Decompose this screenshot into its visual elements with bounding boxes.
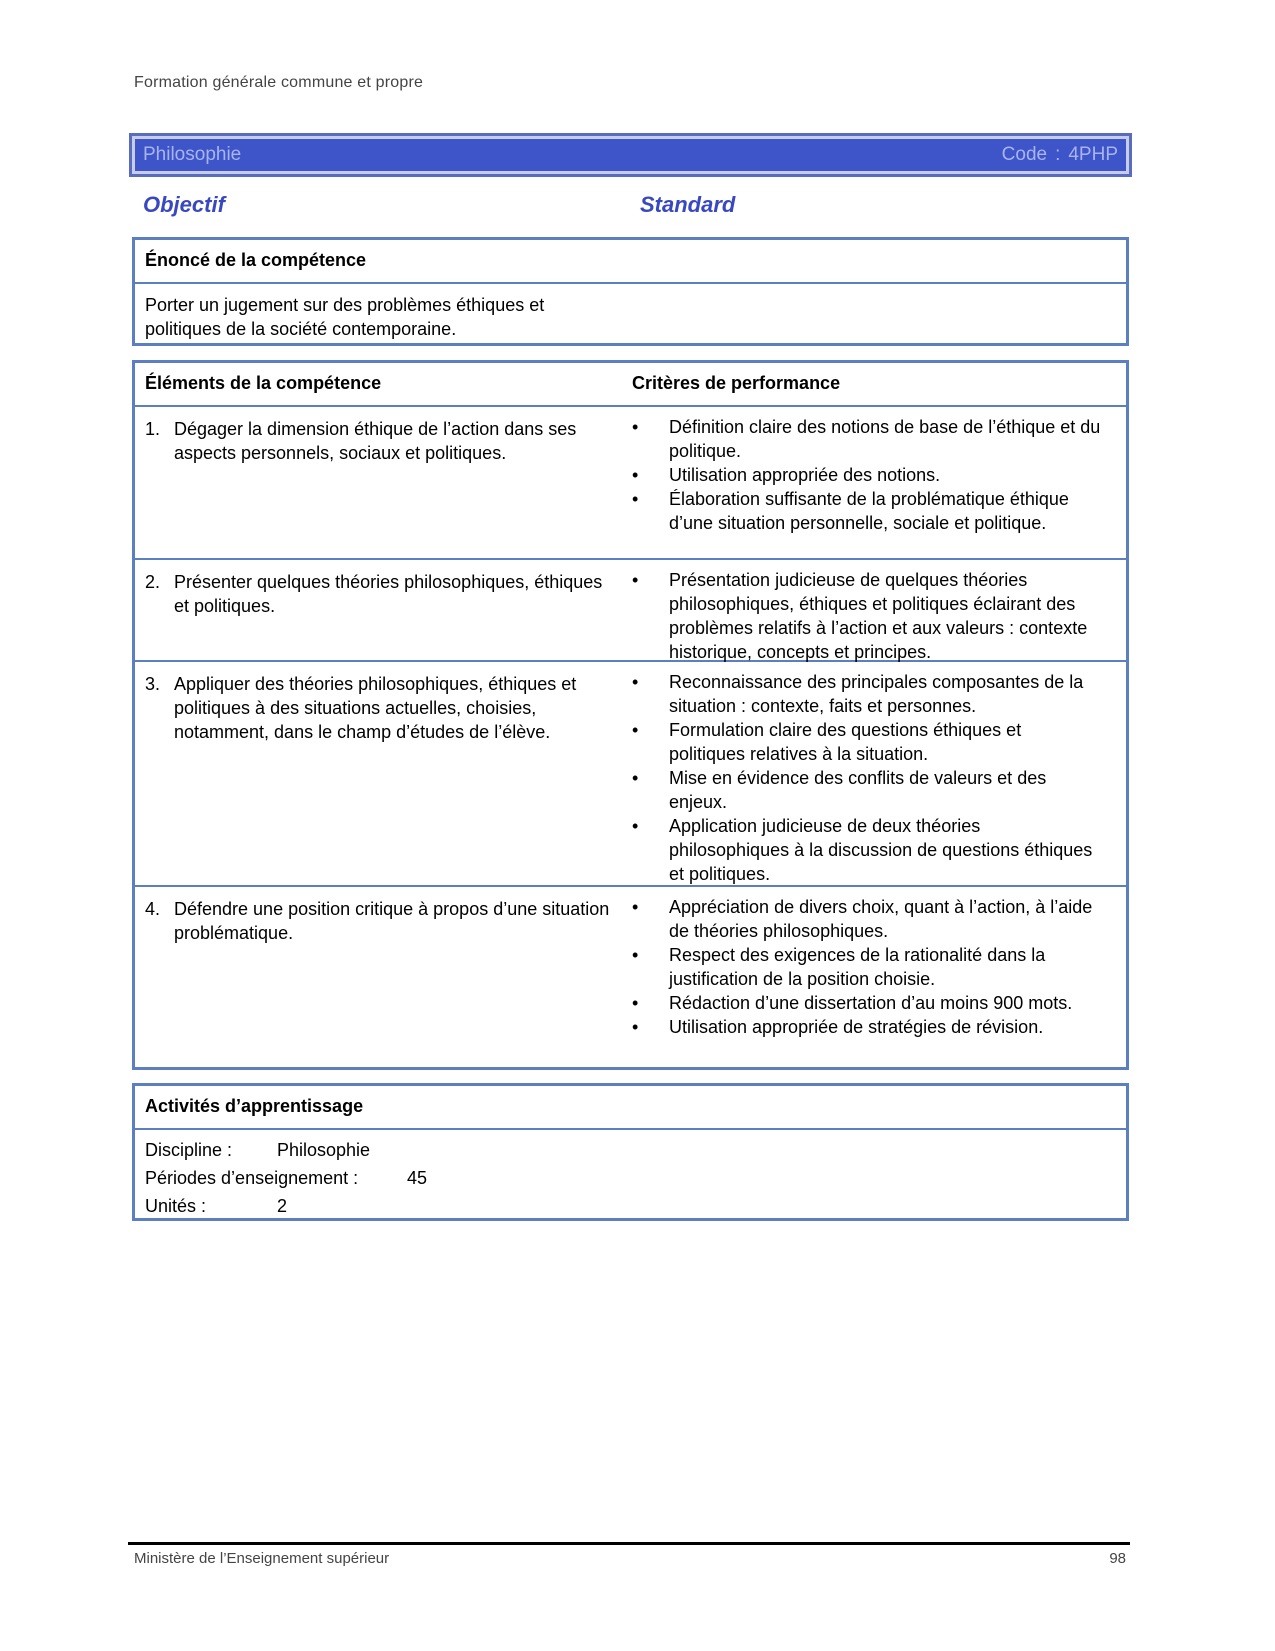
element-description: Dégager la dimension éthique de l’action dans ses aspects personnels, sociaux et politiques.: [174, 419, 577, 463]
discipline-line: [145, 1136, 1116, 1164]
list-item: • Utilisation appropriée des notions.: [632, 463, 1102, 487]
periodes-line: [145, 1164, 1116, 1192]
list-item: • Rédaction d’une dissertation d’au moins 900 mots.: [632, 991, 1102, 1015]
code-label: Code: [1001, 144, 1048, 165]
page-number: 98: [1109, 1550, 1126, 1567]
table-row: [135, 560, 1126, 662]
list-item: • Élaboration suffisante de la problématique éthique d’une situation personnelle, sociale et politique.: [632, 487, 1102, 535]
discipline-label: Discipline :: [145, 1140, 233, 1160]
list-item: • Respect des exigences de la rationalité dans la justification de la position choisie.: [632, 943, 1102, 991]
elements-table-header: [135, 363, 1126, 407]
course-code: [1002, 144, 1118, 166]
element-number: 2.: [145, 572, 161, 592]
subject-title: Philosophie: [143, 144, 242, 165]
element-text: [145, 672, 615, 744]
unites-value: 2: [277, 1196, 288, 1216]
list-item: • Formulation claire des questions éthiques et politiques relatives à la situation.: [632, 718, 1102, 766]
activites-details: [135, 1130, 1126, 1226]
section-label: Formation générale commune et propre: [134, 74, 424, 91]
periodes-value: 45: [407, 1168, 428, 1188]
objectif-label: Objectif: [143, 192, 225, 217]
periodes-label: Périodes d’enseignement :: [145, 1168, 359, 1188]
element-description: Présenter quelques théories philosophiques, éthiques et politiques.: [174, 572, 603, 616]
element-text: [145, 570, 615, 618]
table-row: [135, 887, 1126, 1065]
elements-table: [132, 360, 1129, 1070]
element-number: 4.: [145, 899, 161, 919]
elements-heading: Éléments de la compétence: [145, 373, 382, 393]
element-text: [145, 417, 615, 465]
code-value: 4PHP: [1068, 144, 1118, 165]
enonce-text: Porter un jugement sur des problèmes éthiques et politiques de la société contemporaine.: [145, 295, 545, 339]
discipline-value: Philosophie: [277, 1140, 371, 1160]
table-row: [135, 662, 1126, 887]
element-number: 3.: [145, 674, 161, 694]
footer: [134, 1550, 1126, 1567]
list-item: • Appréciation de divers choix, quant à l’action, à l’aide de théories philosophiques.: [632, 895, 1102, 943]
objectif-row: [143, 192, 743, 218]
code-separator: :: [1055, 144, 1061, 165]
element-description: Appliquer des théories philosophiques, éthiques et politiques à des situations actuelles, choisies, notamment, dans le champ d’études de l’élève.: [174, 674, 577, 742]
criteria-list: [632, 415, 1102, 535]
title-bar: [132, 136, 1129, 174]
element-text: [145, 897, 615, 945]
element-description: Défendre une position critique à propos d’une situation problématique.: [174, 899, 610, 943]
activites-heading: Activités d’apprentissage: [135, 1086, 1126, 1130]
criteres-heading: Critères de performance: [632, 373, 841, 393]
footer-divider: [128, 1542, 1130, 1545]
footer-ministry: Ministère de l’Enseignement supérieur: [134, 1550, 390, 1567]
table-row: [135, 407, 1126, 560]
list-item: • Présentation judicieuse de quelques théories philosophiques, éthiques et politiques éclairant des problèmes relatifs à l’action et aux valeurs : contexte historique, concepts et principes.: [632, 568, 1102, 664]
activites-box: [132, 1083, 1129, 1221]
list-item: • Application judicieuse de deux théories philosophiques à la discussion de questions éthiques et politiques.: [632, 814, 1102, 886]
enonce-heading: Énoncé de la compétence: [135, 240, 1126, 284]
criteria-list: [632, 670, 1102, 886]
list-item: • Définition claire des notions de base de l’éthique et du politique.: [632, 415, 1102, 463]
standard-label: Standard: [640, 192, 736, 217]
enonce-box: [132, 237, 1129, 346]
criteria-list: [632, 568, 1102, 664]
criteria-list: [632, 895, 1102, 1039]
list-item: • Mise en évidence des conflits de valeurs et des enjeux.: [632, 766, 1102, 814]
unites-label: Unités :: [145, 1196, 207, 1216]
list-item: • Utilisation appropriée de stratégies de révision.: [632, 1015, 1102, 1039]
unites-line: [145, 1192, 1116, 1220]
element-number: 1.: [145, 419, 161, 439]
list-item: • Reconnaissance des principales composantes de la situation : contexte, faits et personnes.: [632, 670, 1102, 718]
